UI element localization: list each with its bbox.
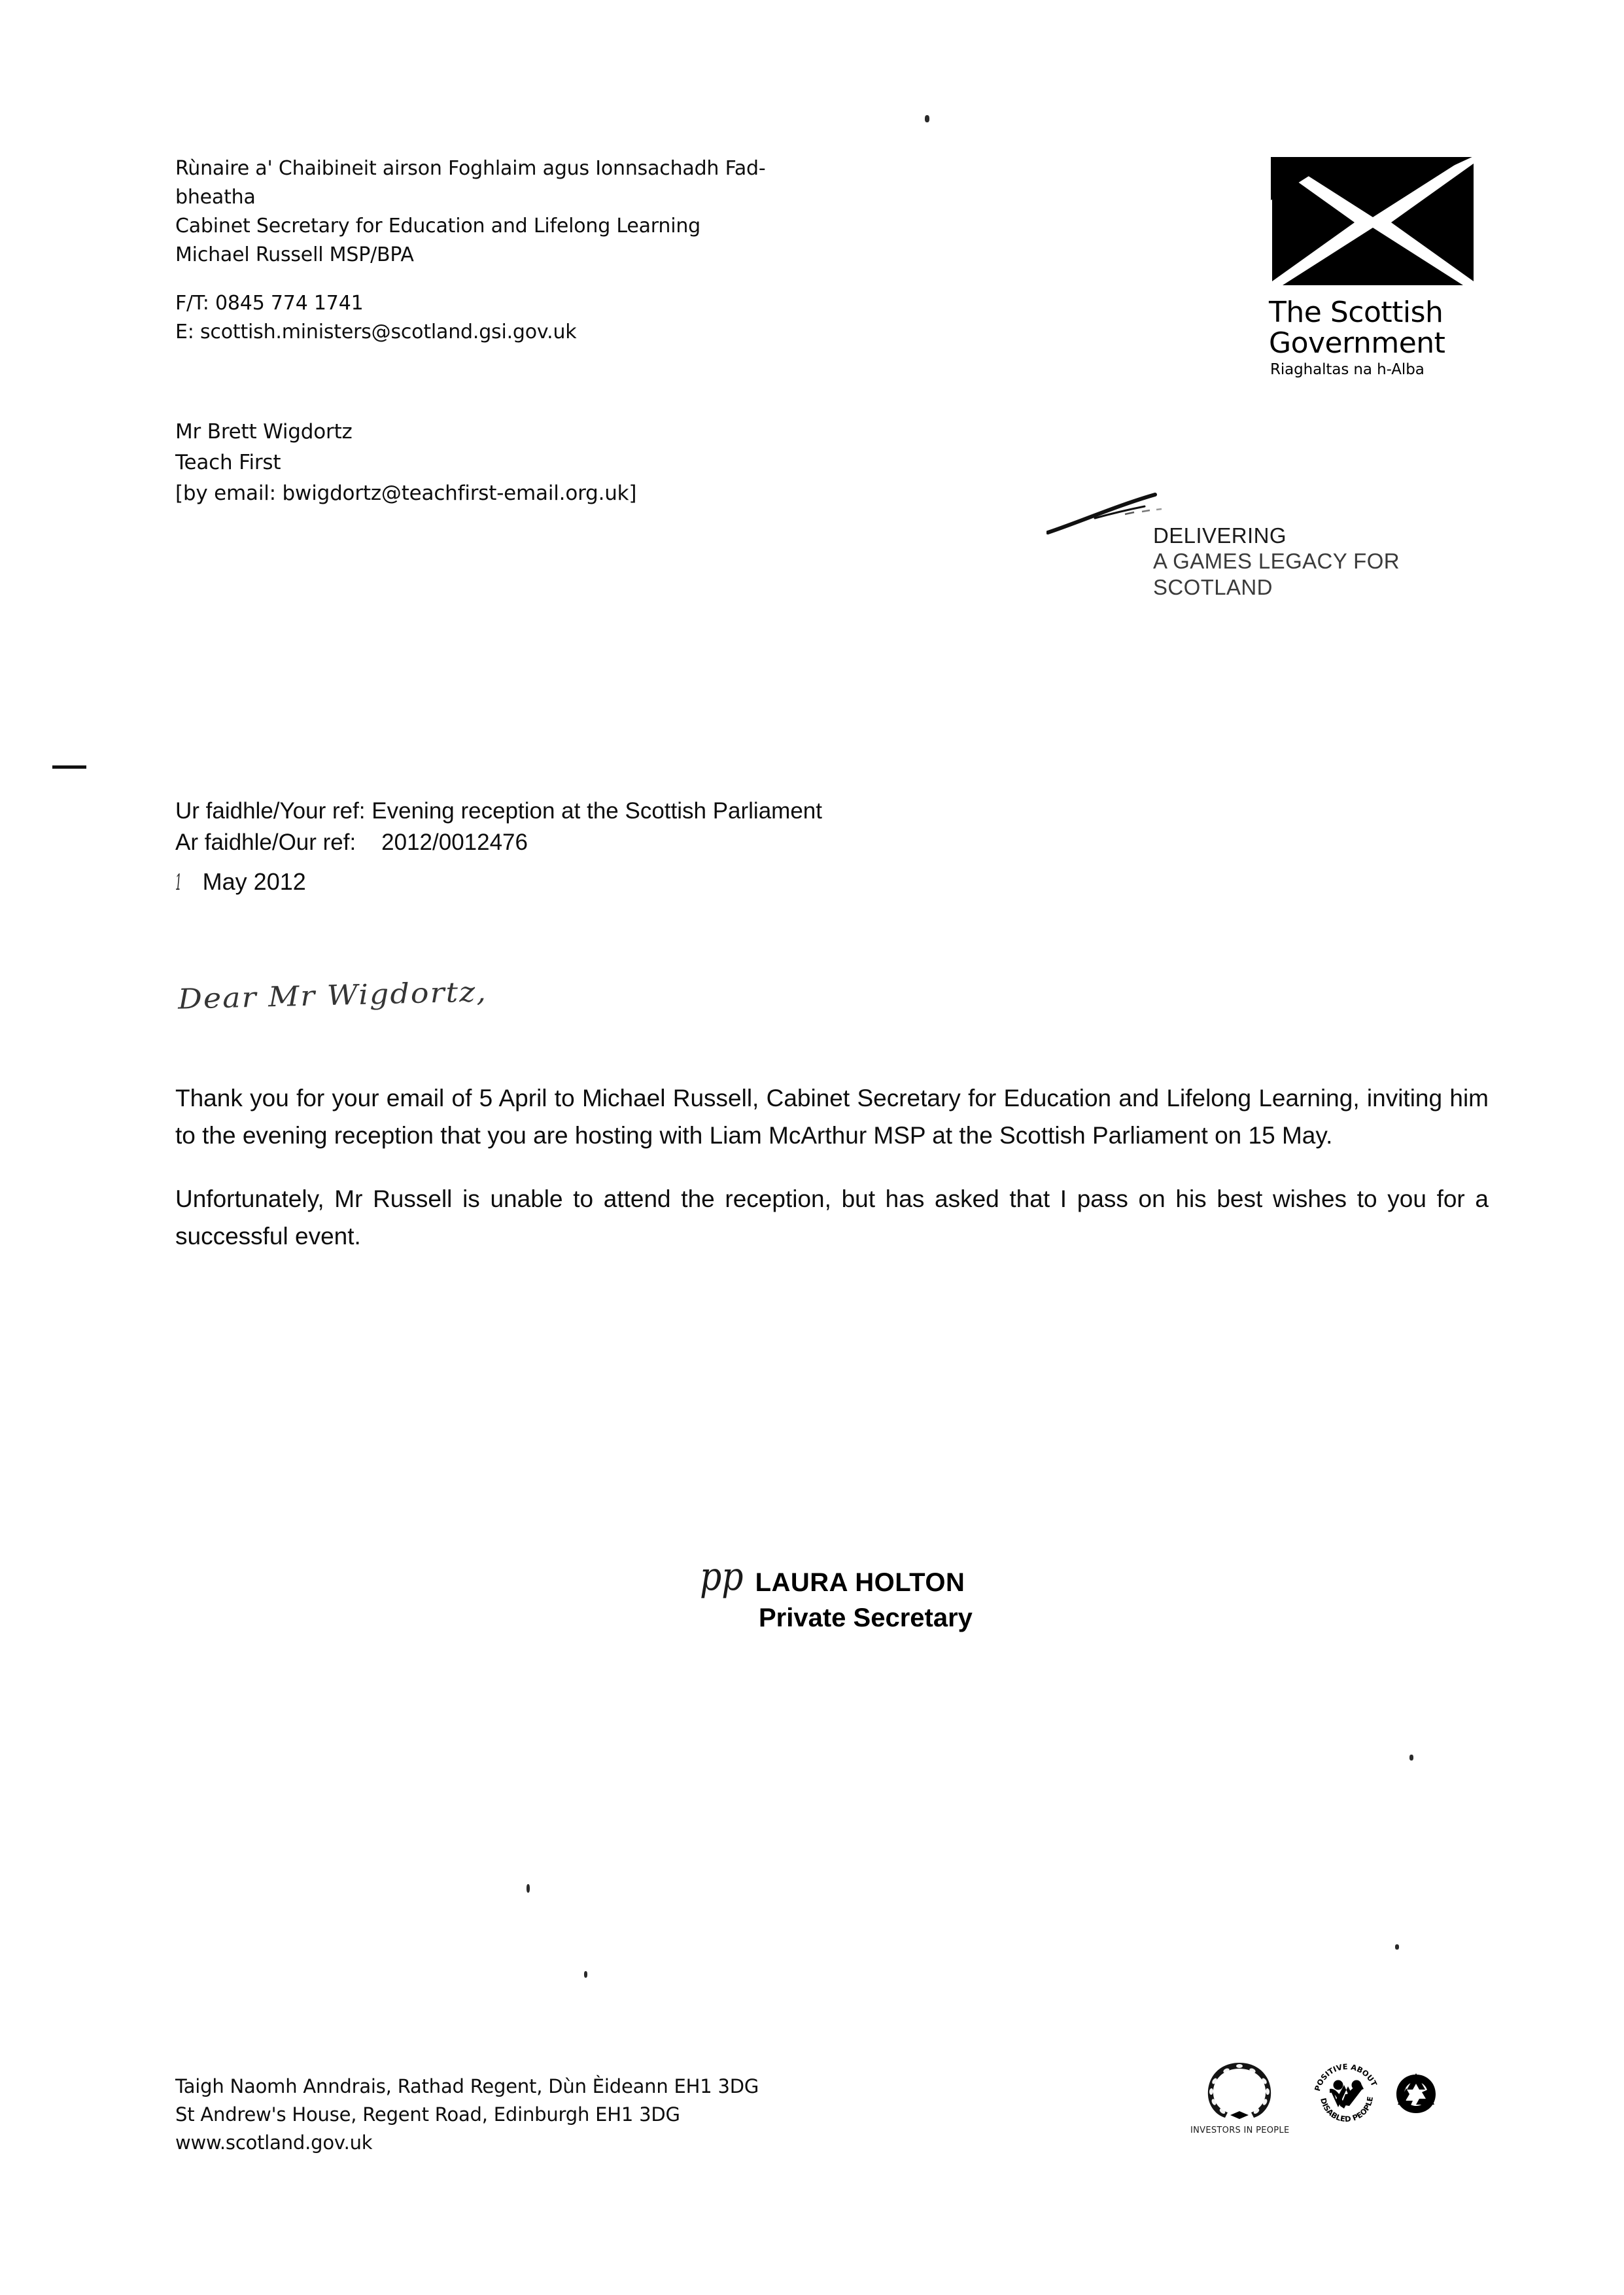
games-legacy-line2: A GAMES LEGACY FOR SCOTLAND — [1153, 549, 1400, 599]
date-line — [175, 866, 1156, 898]
svg-text:DISABLED PEOPLE: DISABLED PEOPLE — [1319, 2095, 1375, 2124]
scan-speckle — [584, 1971, 587, 1978]
signature-name-row — [700, 1554, 973, 1600]
scottish-government-logo — [1265, 157, 1481, 379]
recipient-delivery-method: [by email: bwigdortz@teachfirst-email.org.uk] — [175, 482, 637, 505]
sg-name-line2: Government — [1269, 326, 1445, 360]
handwritten-day: 1 — [175, 869, 182, 896]
sender-role-gaelic-line2: bheatha — [175, 186, 256, 209]
investors-in-people-logo — [1190, 2058, 1288, 2135]
sender-block — [175, 154, 1006, 347]
sender-role-gaelic-line1: Rùnaire a' Chaibineit airson Foghlaim agus Ionnsachadh Fad- — [175, 157, 766, 180]
signature-block — [700, 1554, 973, 1633]
sender-name: Michael Russell MSP/BPA — [175, 243, 414, 266]
your-ref-line — [175, 796, 1156, 827]
games-legacy-line1: DELIVERING — [1153, 523, 1287, 548]
spacer — [175, 270, 1006, 289]
recipient-name: Mr Brett Wigdortz — [175, 420, 353, 444]
saltire-flag-icon — [1271, 157, 1475, 288]
our-ref-label: Ar faidhle/Our ref: — [175, 830, 356, 855]
our-ref-line — [175, 827, 1156, 858]
recipient-block — [175, 417, 1026, 509]
handwritten-salutation: Dear Mr Wigdortz, — [177, 975, 488, 1015]
pp-handwritten-mark: pp — [700, 1554, 744, 1600]
wreath-icon — [1200, 2058, 1279, 2123]
margin-dash-mark — [52, 765, 86, 769]
signatory-name: LAURA HOLTON — [755, 1568, 965, 1597]
reference-block — [175, 796, 1156, 898]
scan-speckle — [925, 115, 929, 122]
scan-speckle — [1409, 1755, 1413, 1761]
date-month-year: May 2012 — [202, 868, 306, 895]
sg-gaelic-name: Riaghaltas na h-Alba — [1270, 361, 1425, 378]
recipient-organisation: Teach First — [175, 451, 281, 474]
body-paragraph-1: Thank you for your email of 5 April to Michael Russell, Cabinet Secretary for Education and Lifelong Learning, inviting him to the evening reception that you are hosting with Liam McArthur MSP at the Scottish Parliament on 15 May. — [175, 1085, 1489, 1149]
sender-role-english: Cabinet Secretary for Education and Lifelong Learning — [175, 215, 701, 237]
footer-address-block — [175, 2073, 759, 2157]
body-paragraph-2: Unfortunately, Mr Russell is unable to attend the reception, but has asked that I pass on his best wishes to you for a successful event. — [175, 1185, 1489, 1250]
letter-body — [175, 1079, 1489, 1255]
sender-email: E: scottish.ministers@scotland.gsi.gov.uk — [175, 321, 577, 343]
sg-name-line1: The Scottish — [1269, 296, 1443, 329]
scan-speckle — [1395, 1944, 1399, 1950]
signatory-title: Private Secretary — [759, 1603, 973, 1632]
scan-speckle — [527, 1884, 530, 1893]
your-ref-value: Evening reception at the Scottish Parliament — [371, 798, 822, 824]
your-ref-label: Ur faidhle/Your ref: — [175, 798, 366, 824]
footer-address-english: St Andrew's House, Regent Road, Edinburgh EH1 3DG — [175, 2103, 680, 2126]
sender-phone: F/T: 0845 774 1741 — [175, 292, 364, 315]
footer-website: www.scotland.gov.uk — [175, 2131, 373, 2154]
recycle-icon — [1394, 2072, 1438, 2115]
accreditation-logos — [1190, 2058, 1465, 2162]
footer-address-gaelic: Taigh Naomh Anndrais, Rathad Regent, Dùn Èideann EH1 3DG — [175, 2075, 759, 2097]
investors-in-people-caption: INVESTORS IN PEOPLE — [1190, 2126, 1290, 2135]
our-ref-value: 2012/0012476 — [381, 830, 528, 855]
svg-text:POSITIVE ABOUT: POSITIVE ABOUT — [1312, 2061, 1379, 2092]
positive-about-disabled-people-icon — [1311, 2059, 1382, 2129]
games-legacy-text — [1153, 523, 1517, 601]
